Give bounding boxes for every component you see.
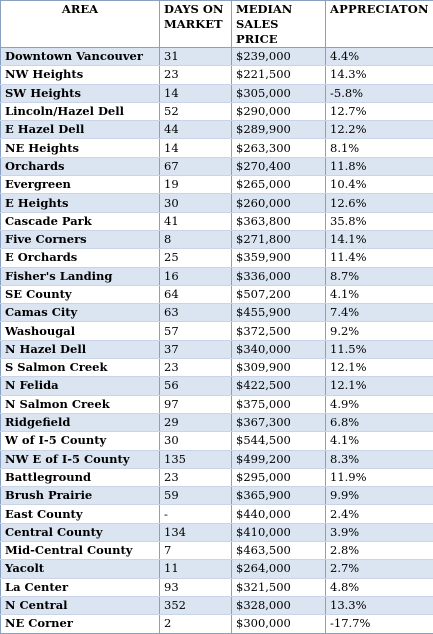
- cell-median-sales-price: $221,500: [232, 66, 326, 84]
- cell-appreciation: 12.6%: [326, 194, 433, 212]
- cell-median-sales-price: $336,000: [232, 267, 326, 285]
- table-row: [1, 487, 433, 505]
- table-row: [1, 560, 433, 578]
- cell-days-on-market: 41: [160, 212, 232, 230]
- cell-days-on-market: 30: [160, 432, 232, 450]
- cell-median-sales-price: $363,800: [232, 212, 326, 230]
- cell-appreciation: -17.7%: [326, 615, 433, 633]
- cell-median-sales-price: $365,900: [232, 487, 326, 505]
- table-row: [1, 413, 433, 431]
- cell-days-on-market: 97: [160, 395, 232, 413]
- cell-days-on-market: 11: [160, 560, 232, 578]
- cell-appreciation: 8.3%: [326, 450, 433, 468]
- cell-appreciation: 35.8%: [326, 212, 433, 230]
- cell-days-on-market: 14: [160, 84, 232, 102]
- cell-days-on-market: 19: [160, 176, 232, 194]
- table-row: [1, 359, 433, 377]
- cell-days-on-market: 56: [160, 377, 232, 395]
- cell-appreciation: 4.9%: [326, 395, 433, 413]
- cell-median-sales-price: $375,000: [232, 395, 326, 413]
- cell-days-on-market: 63: [160, 304, 232, 322]
- cell-median-sales-price: $264,000: [232, 560, 326, 578]
- cell-median-sales-price: $455,900: [232, 304, 326, 322]
- cell-appreciation: 11.5%: [326, 340, 433, 358]
- cell-days-on-market: 31: [160, 48, 232, 66]
- cell-area: N Central: [1, 596, 160, 614]
- cell-area: N Hazel Dell: [1, 340, 160, 358]
- cell-days-on-market: 59: [160, 487, 232, 505]
- table-row: [1, 432, 433, 450]
- cell-median-sales-price: $289,900: [232, 121, 326, 139]
- header-days-line1: DAYS ON: [164, 2, 227, 17]
- cell-area: S Salmon Creek: [1, 359, 160, 377]
- cell-days-on-market: 7: [160, 542, 232, 560]
- table-row: [1, 340, 433, 358]
- cell-median-sales-price: $507,200: [232, 285, 326, 303]
- cell-area: W of I-5 County: [1, 432, 160, 450]
- table-row: [1, 194, 433, 212]
- table-row: [1, 615, 433, 633]
- cell-days-on-market: 30: [160, 194, 232, 212]
- cell-appreciation: 4.8%: [326, 578, 433, 596]
- table-row: [1, 578, 433, 596]
- cell-area: SW Heights: [1, 84, 160, 102]
- table-row: [1, 285, 433, 303]
- header-area: AREA: [1, 1, 160, 48]
- cell-appreciation: 2.4%: [326, 505, 433, 523]
- table-row: [1, 450, 433, 468]
- cell-appreciation: 8.7%: [326, 267, 433, 285]
- cell-median-sales-price: $290,000: [232, 102, 326, 120]
- table-row: [1, 139, 433, 157]
- cell-area: Central County: [1, 523, 160, 541]
- cell-area: Ridgefield: [1, 413, 160, 431]
- cell-area: Battleground: [1, 468, 160, 486]
- cell-appreciation: 14.1%: [326, 230, 433, 248]
- cell-median-sales-price: $328,000: [232, 596, 326, 614]
- cell-appreciation: 9.2%: [326, 322, 433, 340]
- cell-area: E Hazel Dell: [1, 121, 160, 139]
- header-price-line2: SALES PRICE: [236, 17, 321, 47]
- cell-days-on-market: 29: [160, 413, 232, 431]
- table-row: [1, 48, 433, 66]
- cell-appreciation: 8.1%: [326, 139, 433, 157]
- table-header: [1, 1, 433, 48]
- cell-median-sales-price: $410,000: [232, 523, 326, 541]
- table-row: [1, 395, 433, 413]
- cell-days-on-market: 23: [160, 468, 232, 486]
- cell-area: SE County: [1, 285, 160, 303]
- table-row: [1, 322, 433, 340]
- cell-appreciation: -5.8%: [326, 84, 433, 102]
- table-row: [1, 267, 433, 285]
- cell-days-on-market: 52: [160, 102, 232, 120]
- cell-appreciation: 12.1%: [326, 359, 433, 377]
- cell-median-sales-price: $260,000: [232, 194, 326, 212]
- table-row: [1, 230, 433, 248]
- cell-days-on-market: 16: [160, 267, 232, 285]
- cell-days-on-market: 37: [160, 340, 232, 358]
- table-row: [1, 377, 433, 395]
- cell-appreciation: 3.9%: [326, 523, 433, 541]
- cell-appreciation: 11.9%: [326, 468, 433, 486]
- cell-appreciation: 14.3%: [326, 66, 433, 84]
- cell-area: Cascade Park: [1, 212, 160, 230]
- table-row: [1, 176, 433, 194]
- cell-area: NE Corner: [1, 615, 160, 633]
- cell-area: NE Heights: [1, 139, 160, 157]
- cell-days-on-market: 93: [160, 578, 232, 596]
- cell-appreciation: 4.4%: [326, 48, 433, 66]
- cell-appreciation: 12.7%: [326, 102, 433, 120]
- cell-days-on-market: 23: [160, 359, 232, 377]
- cell-median-sales-price: $321,500: [232, 578, 326, 596]
- cell-median-sales-price: $422,500: [232, 377, 326, 395]
- header-row: [1, 1, 433, 48]
- cell-median-sales-price: $300,000: [232, 615, 326, 633]
- table-row: [1, 121, 433, 139]
- cell-appreciation: 10.4%: [326, 176, 433, 194]
- cell-area: Yacolt: [1, 560, 160, 578]
- cell-days-on-market: 14: [160, 139, 232, 157]
- table-row: [1, 542, 433, 560]
- table-row: [1, 596, 433, 614]
- header-price-line1: MEDIAN: [236, 2, 321, 17]
- cell-area: Mid-Central County: [1, 542, 160, 560]
- cell-days-on-market: 67: [160, 157, 232, 175]
- cell-median-sales-price: $372,500: [232, 322, 326, 340]
- cell-appreciation: 4.1%: [326, 285, 433, 303]
- cell-appreciation: 2.7%: [326, 560, 433, 578]
- table-row: [1, 212, 433, 230]
- cell-area: Fisher's Landing: [1, 267, 160, 285]
- table-row: [1, 304, 433, 322]
- cell-days-on-market: 135: [160, 450, 232, 468]
- cell-median-sales-price: $295,000: [232, 468, 326, 486]
- cell-area: Lincoln/Hazel Dell: [1, 102, 160, 120]
- cell-median-sales-price: $463,500: [232, 542, 326, 560]
- cell-median-sales-price: $499,200: [232, 450, 326, 468]
- cell-days-on-market: 2: [160, 615, 232, 633]
- cell-median-sales-price: $544,500: [232, 432, 326, 450]
- cell-median-sales-price: $265,000: [232, 176, 326, 194]
- cell-median-sales-price: $263,300: [232, 139, 326, 157]
- cell-days-on-market: 25: [160, 249, 232, 267]
- table-row: [1, 505, 433, 523]
- table-row: [1, 468, 433, 486]
- cell-median-sales-price: $305,000: [232, 84, 326, 102]
- table-row: [1, 102, 433, 120]
- cell-median-sales-price: $271,800: [232, 230, 326, 248]
- cell-days-on-market: 8: [160, 230, 232, 248]
- table-body: [1, 48, 433, 634]
- cell-median-sales-price: $239,000: [232, 48, 326, 66]
- cell-days-on-market: 352: [160, 596, 232, 614]
- cell-days-on-market: 57: [160, 322, 232, 340]
- cell-median-sales-price: $359,900: [232, 249, 326, 267]
- table-row: [1, 157, 433, 175]
- cell-days-on-market: 23: [160, 66, 232, 84]
- cell-area: Washougal: [1, 322, 160, 340]
- table-row: [1, 249, 433, 267]
- cell-area: N Felida: [1, 377, 160, 395]
- cell-appreciation: 7.4%: [326, 304, 433, 322]
- cell-appreciation: 12.2%: [326, 121, 433, 139]
- cell-days-on-market: 64: [160, 285, 232, 303]
- cell-appreciation: 12.1%: [326, 377, 433, 395]
- cell-area: La Center: [1, 578, 160, 596]
- cell-area: Five Corners: [1, 230, 160, 248]
- cell-days-on-market: 134: [160, 523, 232, 541]
- cell-days-on-market: -: [160, 505, 232, 523]
- cell-appreciation: 4.1%: [326, 432, 433, 450]
- header-appreciation: APPRECIATON: [326, 1, 433, 48]
- cell-area: E Orchards: [1, 249, 160, 267]
- cell-area: Brush Prairie: [1, 487, 160, 505]
- header-days-line2: MARKET: [164, 17, 227, 32]
- cell-median-sales-price: $309,900: [232, 359, 326, 377]
- cell-area: Orchards: [1, 157, 160, 175]
- header-days-on-market: [160, 1, 232, 48]
- cell-median-sales-price: $440,000: [232, 505, 326, 523]
- table-row: [1, 66, 433, 84]
- cell-median-sales-price: $340,000: [232, 340, 326, 358]
- cell-median-sales-price: $270,400: [232, 157, 326, 175]
- cell-appreciation: 11.4%: [326, 249, 433, 267]
- cell-area: Camas City: [1, 304, 160, 322]
- cell-area: NW E of I-5 County: [1, 450, 160, 468]
- cell-appreciation: 6.8%: [326, 413, 433, 431]
- cell-median-sales-price: $367,300: [232, 413, 326, 431]
- cell-appreciation: 13.3%: [326, 596, 433, 614]
- header-median-sales-price: [232, 1, 326, 48]
- cell-area: NW Heights: [1, 66, 160, 84]
- cell-area: Evergreen: [1, 176, 160, 194]
- cell-area: East County: [1, 505, 160, 523]
- cell-appreciation: 9.9%: [326, 487, 433, 505]
- cell-days-on-market: 44: [160, 121, 232, 139]
- table-row: [1, 84, 433, 102]
- cell-area: Downtown Vancouver: [1, 48, 160, 66]
- cell-appreciation: 11.8%: [326, 157, 433, 175]
- cell-area: E Heights: [1, 194, 160, 212]
- table-row: [1, 523, 433, 541]
- cell-area: N Salmon Creek: [1, 395, 160, 413]
- cell-appreciation: 2.8%: [326, 542, 433, 560]
